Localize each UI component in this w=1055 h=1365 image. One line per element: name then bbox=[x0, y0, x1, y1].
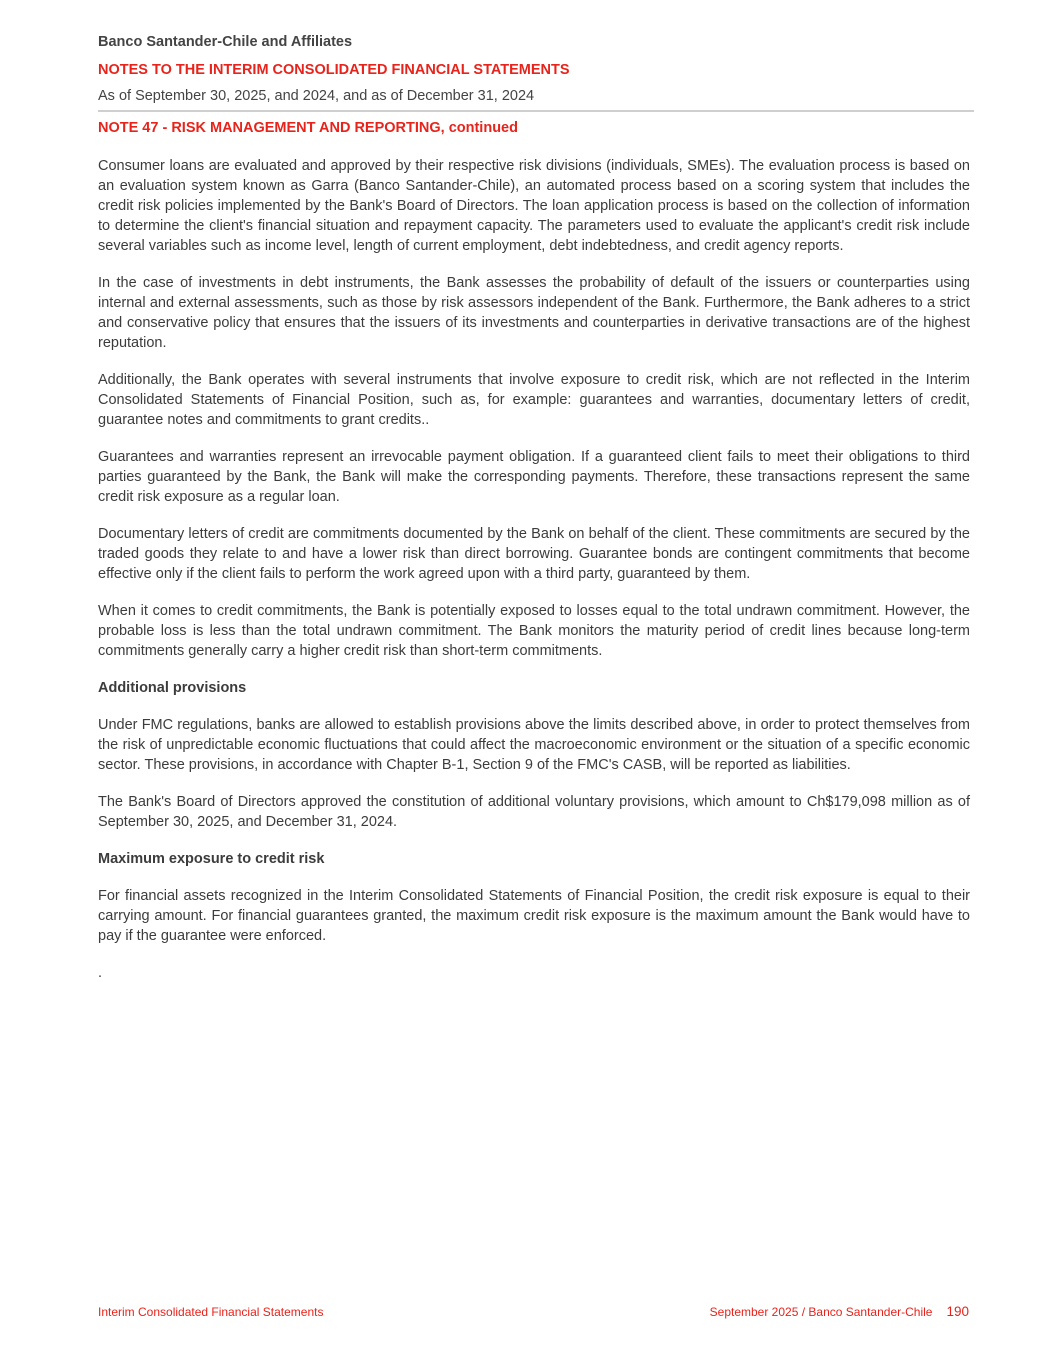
paragraph-voluntary-provisions: The Bank's Board of Directors approved the constitution of additional voluntary provisions, which amount to Ch$179,098 million as of September 30, 2025, and December 31, 2024. bbox=[98, 794, 970, 830]
as-of-date: As of September 30, 2025, and 2024, and as of December 31, 2024 bbox=[98, 88, 535, 104]
subheading-maximum-exposure: Maximum exposure to credit risk bbox=[98, 851, 325, 867]
footer-separator: / bbox=[798, 1305, 809, 1319]
paragraph-credit-commitments: When it comes to credit commitments, the Bank is potentially exposed to losses equal to the total undrawn commitment. However, the probable loss is less than the total undrawn commitment. The Bank monitors the maturity period of credit lines because long-term commitments generally carry a higher credit risk than short-term commitments. bbox=[98, 603, 970, 659]
note-body bbox=[98, 156, 970, 1000]
footer-bank-name: Banco Santander-Chile bbox=[808, 1305, 933, 1319]
paragraph-fmc-regulations: Under FMC regulations, banks are allowed to establish provisions above the limits described above, in order to protect themselves from the risk of unpredictable economic fluctuations that could affect the macroeconomic environment or the situation of a specific economic sector. These provisions, in accordance with Chapter B-1, Section 9 of the FMC's CASB, will be reported as liabilities. bbox=[98, 717, 970, 773]
paragraph-exposure-definition: For financial assets recognized in the Interim Consolidated Statements of Financial Position, the credit risk exposure is equal to their carrying amount. For financial guarantees granted, the maximum credit risk exposure is the maximum amount the Bank would have to pay if the guarantee were enforced. bbox=[98, 888, 970, 944]
notes-title: NOTES TO THE INTERIM CONSOLIDATED FINANCIAL STATEMENTS bbox=[98, 62, 570, 78]
page-number: 190 bbox=[946, 1304, 969, 1319]
paragraph-consumer-loans: Consumer loans are evaluated and approved by their respective risk divisions (individuals, SMEs). The evaluation process is based on an evaluation system known as Garra (Banco Santander-Chile), an automated process based on a scoring system that includes the credit risk policies implemented by the Bank's Board of Directors. The loan application process is based on the collection of information to determine the client's financial situation and repayment capacity. The parameters used to evaluate the applicant's credit risk include several variables such as income level, length of current employment, debt indebtedness, and credit agency reports. bbox=[98, 158, 970, 254]
header-divider bbox=[98, 110, 974, 112]
footer-date: September 2025 bbox=[709, 1305, 799, 1319]
footer-page-info bbox=[710, 1304, 969, 1319]
paragraph-letters-of-credit: Documentary letters of credit are commitments documented by the Bank on behalf of the client. These commitments are secured by the traded goods they relate to and have a lower risk than direct borrowing. Guarantee bonds are contingent commitments that become effective only if the client fails to perform the work agreed upon with a third party, guaranteed by them. bbox=[98, 526, 970, 582]
trailing-dot: . bbox=[98, 965, 103, 981]
footer-document-title: Interim Consolidated Financial Statements bbox=[98, 1305, 324, 1319]
subheading-additional-provisions: Additional provisions bbox=[98, 680, 247, 696]
note-heading: NOTE 47 - RISK MANAGEMENT AND REPORTING, continued bbox=[98, 120, 518, 136]
paragraph-guarantees: Guarantees and warranties represent an irrevocable payment obligation. If a guaranteed client fails to meet their obligations to third parties guaranteed by the Bank, the Bank will make the corresponding payments. Therefore, these transactions represent the same credit risk exposure as a regular loan. bbox=[98, 449, 970, 505]
paragraph-debt-instruments: In the case of investments in debt instruments, the Bank assesses the probability of default of the issuers or counterparties using internal and external assessments, such as those by risk assessors independent of the Bank. Furthermore, the Bank adheres to a strict and conservative policy that ensures that the issuers of its investments and counterparties in derivative transactions are of the highest reputation. bbox=[98, 275, 970, 351]
paragraph-off-balance-instruments: Additionally, the Bank operates with several instruments that involve exposure to credit risk, which are not reflected in the Interim Consolidated Statements of Financial Position, such as, for example: guarantees and warranties, documentary letters of credit, guarantee notes and commitments to grant credits.. bbox=[98, 372, 970, 428]
company-name: Banco Santander-Chile and Affiliates bbox=[98, 34, 353, 50]
